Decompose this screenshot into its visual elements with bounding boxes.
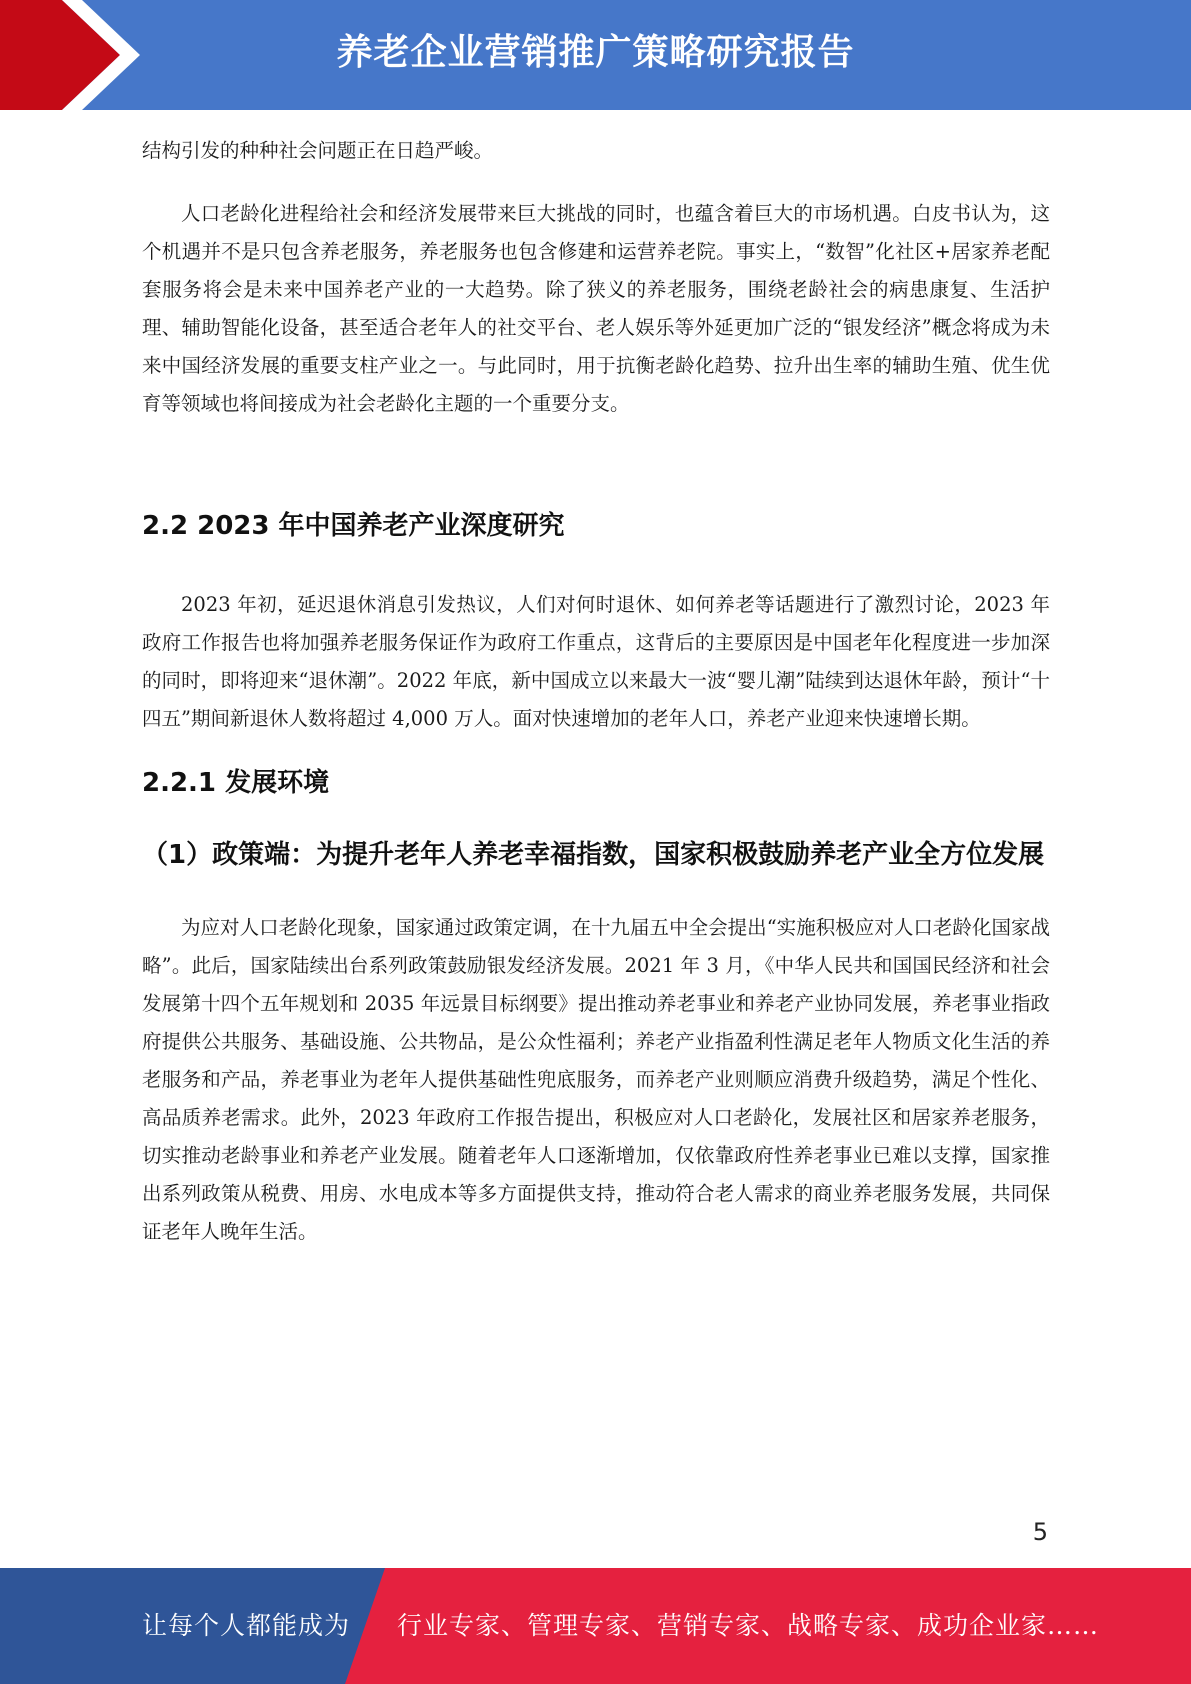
paragraph-policy: 为应对人口老龄化现象，国家通过政策定调，在十九届五中全会提出“实施积极应对人口老龄化国家战略”。此后，国家陆续出台系列政策鼓励银发经济发展。2021 年 3 月，《中华人民共和国国民经济和社会发展第十四个五年规划和 2035 年远景目标纲要》提出推动养老事业和养老产业协同发展，养老事业指政府提供公共服务、基础设施、公共物品，是公众性福利；养老产业指盈利性满足老年人物质文化生活的养老服务和产品，养老事业为老年人提供基础性兜底服务，而养老产业则顺应消费升级趋势，满足个性化、高品质养老需求。此外，2023 年政府工作报告提出，积极应对人口老龄化，发展社区和居家养老服务，切实推动老龄事业和养老产业发展。随着老年人口逐渐增加，仅依靠政府性养老事业已难以支撑，国家推出系列政策从税费、用房、水电成本等多方面提供支持，推动符合老人需求的商业养老服务发展，共同保证老年人晚年生活。 xyxy=(142,916,1050,1243)
section-heading-2-2-1: 2.2.1 发展环境 xyxy=(142,768,330,798)
page-header xyxy=(0,0,1191,110)
paragraph-continuation: 结构引发的种种社会问题正在日趋严峻。 xyxy=(142,139,494,162)
footer-slogan-left: 让每个人都能成为 xyxy=(142,1611,351,1640)
section-heading-2-2: 2.2 2023 年中国养老产业深度研究 xyxy=(142,511,565,541)
paragraph-aging-opportunity: 人口老龄化进程给社会和经济发展带来巨大挑战的同时，也蕴含着巨大的市场机遇。白皮书认为，这个机遇并不是只包含养老服务，养老服务也包含修建和运营养老院。事实上，“数智”化社区+居家养老配套服务将会是未来中国养老产业的一大趋势。除了狭义的养老服务，围绕老龄社会的病患康复、生活护理、辅助智能化设备，甚至适合老年人的社交平台、老人娱乐等外延更加广泛的“银发经济”概念将成为未来中国经济发展的重要支柱产业之一。与此同时，用于抗衡老龄化趋势、拉升出生率的辅助生殖、优生优育等领域也将间接成为社会老龄化主题的一个重要分支。 xyxy=(142,202,1050,415)
report-title: 养老企业营销推广策略研究报告 xyxy=(336,32,855,73)
page-number: 5 xyxy=(1032,1518,1048,1546)
paragraph-retirement-wave: 2023 年初，延迟退休消息引发热议，人们对何时退休、如何养老等话题进行了激烈讨论，2023 年政府工作报告也将加强养老服务保证作为政府工作重点，这背后的主要原因是中国老年化程度进一步加深的同时，即将迎来“退休潮”。2022 年底，新中国成立以来最大一波“婴儿潮”陆续到达退休年龄，预计“十四五”期间新退休人数将超过 4,000 万人。面对快速增加的老年人口，养老产业迎来快速增长期。 xyxy=(142,593,1050,730)
document-body xyxy=(142,132,1050,1251)
footer-slogan-right: 行业专家、管理专家、营销专家、战略专家、成功企业家…… xyxy=(397,1611,1100,1640)
page-footer xyxy=(0,1568,1191,1684)
subsection-heading-policy: （1）政策端：为提升老年人养老幸福指数，国家积极鼓励养老产业全方位发展 xyxy=(142,840,1045,870)
